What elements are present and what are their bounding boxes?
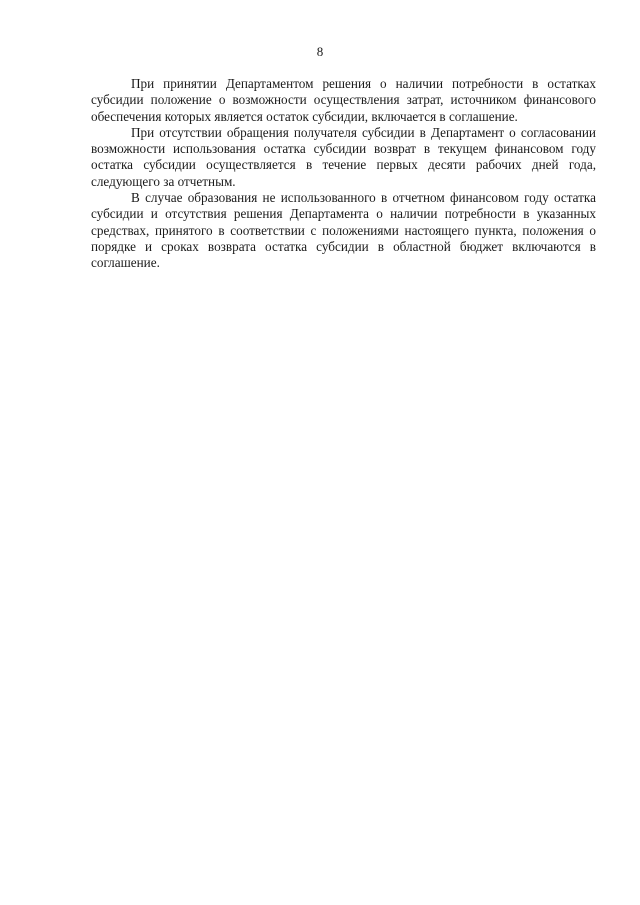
page-number: 8: [316, 44, 324, 59]
paragraph-subsidy-return-no-request: При отсутствии обращения получателя субсидии в Департамент о согласовании возможности использования остатка субсидии возврат в текущем финансовом году остатка субсидии осуществляется в течение первых десяти рабочих дней года, следующего за отчетным.: [91, 124, 596, 189]
paragraph-remaining-subsidy-need: При принятии Департаментом решения о наличии потребности в остатках субсидии положение о возможности осуществления затрат, источником финансового обеспечения которых является остаток субсидии, включается в соглашение.: [91, 76, 596, 124]
document-body: [91, 76, 596, 272]
paragraph-subsidy-return-order: В случае образования не использованного в отчетном финансовом году остатка субсидии и отсутствия решения Департамента о наличии потребности в указанных средствах, принятого в соответствии с положениями настоящего пункта, положения о порядке и сроках возврата остатка субсидии в областной бюджет включаются в соглашение.: [91, 190, 596, 271]
